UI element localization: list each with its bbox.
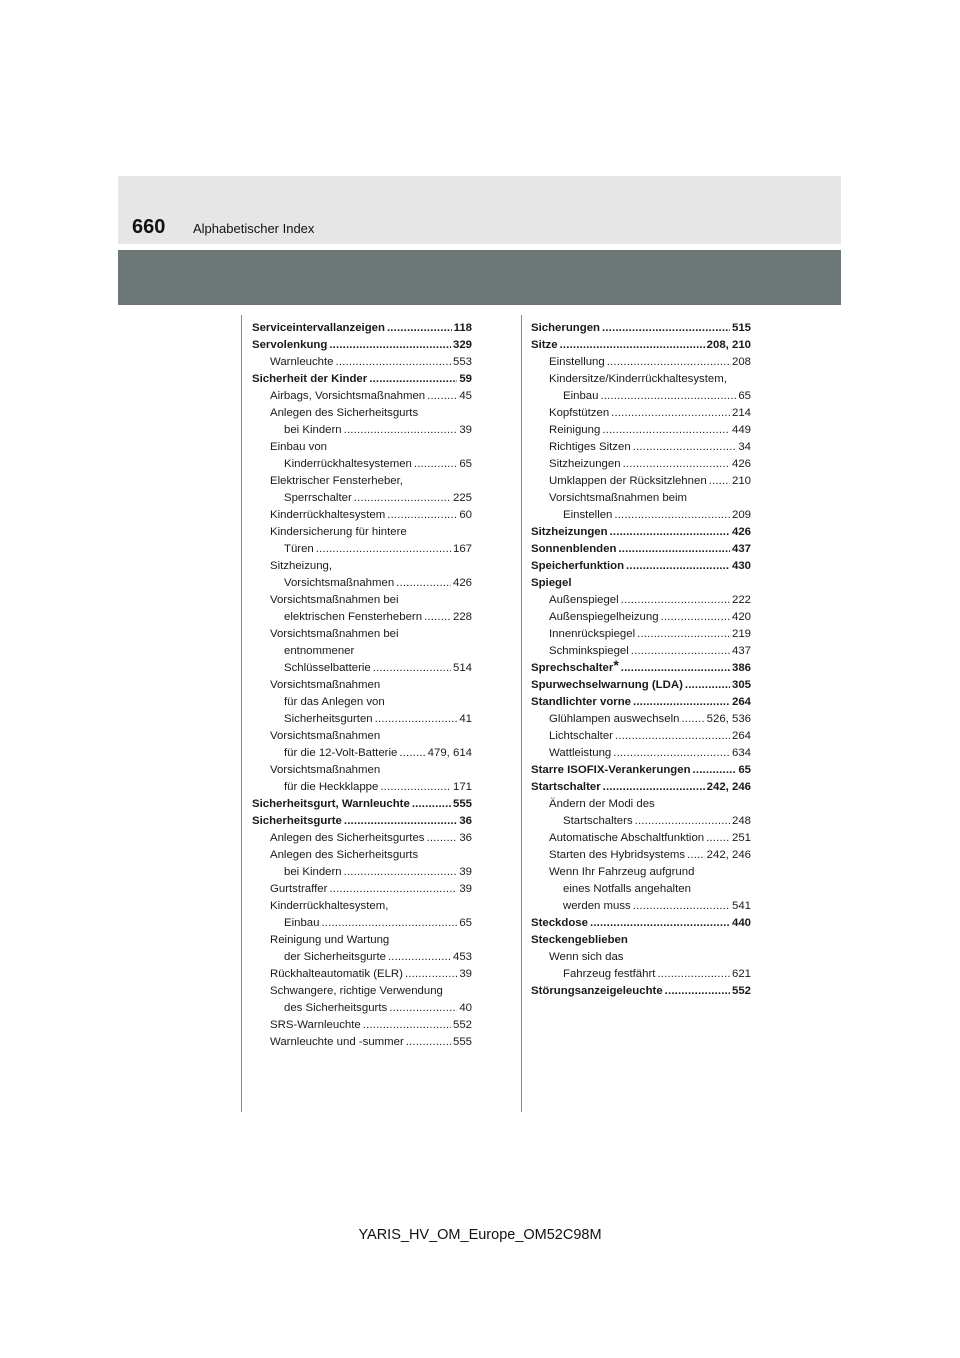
index-subentry bbox=[531, 847, 751, 864]
entry-term: Vorsichtsmaßnahmen bbox=[270, 764, 381, 776]
index-subentry bbox=[252, 405, 472, 439]
dot-leader bbox=[633, 694, 730, 711]
page-reference[interactable]: 34 bbox=[738, 441, 751, 453]
page-reference[interactable]: 248 bbox=[731, 815, 751, 827]
page-reference[interactable]: 222 bbox=[731, 594, 751, 606]
entry-term: Vorsichtsmaßnahmen bbox=[284, 577, 395, 589]
entry-term: Einbau von bbox=[270, 441, 327, 453]
entry-term: für das Anlegen von bbox=[284, 696, 385, 708]
dot-leader bbox=[600, 388, 736, 405]
index-subentry bbox=[252, 677, 472, 728]
entry-term: Gurtstraffer bbox=[270, 883, 328, 895]
dot-leader bbox=[615, 728, 730, 745]
dot-leader bbox=[399, 745, 425, 762]
dot-leader bbox=[621, 660, 730, 677]
entry-term: Speicherfunktion bbox=[531, 560, 625, 572]
index-subentry bbox=[252, 1034, 472, 1051]
entry-term: Türen bbox=[284, 543, 314, 555]
dot-leader bbox=[387, 320, 452, 337]
dot-leader bbox=[613, 745, 730, 762]
page-reference[interactable]: 65 bbox=[738, 390, 751, 402]
index-entry bbox=[252, 371, 472, 388]
dot-leader bbox=[618, 541, 730, 558]
entry-term: Anlegen des Sicherheitsgurtes bbox=[270, 832, 425, 844]
dot-leader bbox=[635, 813, 730, 830]
index-entry bbox=[531, 524, 751, 541]
entry-term: werden muss bbox=[563, 900, 631, 912]
section-title: Alphabetischer Index bbox=[193, 221, 315, 236]
dot-leader bbox=[657, 966, 730, 983]
dot-leader bbox=[406, 1034, 451, 1051]
page-reference[interactable]: 214 bbox=[731, 407, 751, 419]
dot-leader bbox=[369, 371, 457, 388]
dot-leader bbox=[405, 966, 457, 983]
page-reference[interactable]: 552 bbox=[452, 1019, 472, 1031]
entry-term: Reinigung bbox=[549, 424, 601, 436]
index-entry bbox=[531, 677, 751, 694]
index-subentry bbox=[252, 983, 472, 1017]
entry-term: Kinderrückhaltesystem, bbox=[270, 900, 389, 912]
index-subentry bbox=[531, 949, 751, 983]
entry-term: Vorsichtsmaßnahmen bbox=[270, 679, 381, 691]
page-reference[interactable]: 437 bbox=[731, 645, 751, 657]
dot-leader bbox=[396, 575, 451, 592]
page-reference[interactable]: 208 bbox=[731, 356, 751, 368]
entry-term: SRS-Warnleuchte bbox=[270, 1019, 361, 1031]
entry-term: bei Kindern bbox=[284, 424, 342, 436]
page-reference[interactable]: 208, 210 bbox=[706, 339, 751, 351]
entry-term: Warnleuchte bbox=[270, 356, 334, 368]
entry-term: Sonnenblenden bbox=[531, 543, 617, 555]
entry-term: Schminkspiegel bbox=[549, 645, 629, 657]
page-number: 660 bbox=[132, 216, 166, 238]
dot-leader bbox=[560, 337, 705, 354]
index-entry bbox=[531, 320, 751, 337]
dot-leader bbox=[665, 983, 730, 1000]
entry-term: Kopfstützen bbox=[549, 407, 610, 419]
entry-term: Richtiges Sitzen bbox=[549, 441, 631, 453]
entry-term: Starten des Hybridsystems bbox=[549, 849, 686, 861]
entry-term: Kinderrückhaltesystem bbox=[270, 509, 386, 521]
page-reference[interactable]: 210 bbox=[731, 475, 751, 487]
entry-term: Steckengeblieben bbox=[531, 934, 628, 946]
entry-term: Einbau bbox=[563, 390, 599, 402]
index-column-right bbox=[531, 320, 751, 1000]
entry-term: Startschalter bbox=[531, 781, 601, 793]
page-reference[interactable]: 479, 614 bbox=[427, 747, 472, 759]
page-reference[interactable]: 209 bbox=[731, 509, 751, 521]
entry-term: Kinderrückhaltesystemen bbox=[284, 458, 412, 470]
dot-leader bbox=[687, 847, 705, 864]
page-reference[interactable]: 555 bbox=[452, 1036, 472, 1048]
entry-term: Sicherungen bbox=[531, 322, 600, 334]
index-subentry bbox=[531, 864, 751, 915]
index-entry bbox=[531, 932, 751, 949]
page-reference[interactable]: 228 bbox=[452, 611, 472, 623]
index-subentry bbox=[531, 745, 751, 762]
index-subentry bbox=[252, 966, 472, 983]
dot-leader bbox=[321, 915, 457, 932]
right-column-rule bbox=[521, 315, 522, 1112]
dot-leader bbox=[329, 881, 457, 898]
index-subentry bbox=[531, 626, 751, 643]
page-reference[interactable]: 426 bbox=[731, 526, 751, 538]
document-code: YARIS_HV_OM_Europe_OM52C98M bbox=[358, 1227, 602, 1243]
entry-term: Außenspiegelheizung bbox=[549, 611, 659, 623]
index-entry bbox=[531, 558, 751, 575]
entry-term: Glühlampen auswechseln bbox=[549, 713, 680, 725]
dot-leader bbox=[363, 1017, 451, 1034]
dot-leader bbox=[344, 864, 458, 881]
entry-term: Startschalters bbox=[563, 815, 633, 827]
page-reference[interactable]: 59 bbox=[459, 373, 472, 385]
page-reference[interactable]: 426 bbox=[452, 577, 472, 589]
entry-term: bei Kindern bbox=[284, 866, 342, 878]
entry-term: Vorsichtsmaßnahmen beim bbox=[549, 492, 688, 504]
dot-leader bbox=[706, 830, 730, 847]
dot-leader bbox=[621, 592, 730, 609]
entry-term: Einstellung bbox=[549, 356, 605, 368]
index-subentry bbox=[531, 354, 751, 371]
page-reference[interactable]: 36 bbox=[459, 832, 472, 844]
page-reference[interactable]: 386 bbox=[731, 662, 751, 674]
entry-term: Sicherheit der Kinder bbox=[252, 373, 368, 385]
page-reference[interactable]: 40 bbox=[459, 1002, 472, 1014]
entry-term: Innenrückspiegel bbox=[549, 628, 636, 640]
index-subentry bbox=[531, 830, 751, 847]
page-reference[interactable]: 449 bbox=[731, 424, 751, 436]
entry-term: eines Notfalls angehalten bbox=[563, 883, 691, 895]
dot-leader bbox=[387, 507, 457, 524]
entry-term: Steckdose bbox=[531, 917, 588, 929]
dot-leader bbox=[380, 779, 451, 796]
page-reference[interactable]: 430 bbox=[731, 560, 751, 572]
index-subentry bbox=[252, 898, 472, 932]
page-reference[interactable]: 242, 246 bbox=[706, 849, 751, 861]
index-subentry bbox=[531, 456, 751, 473]
index-subentry bbox=[252, 847, 472, 881]
entry-term: Lichtschalter bbox=[549, 730, 613, 742]
index-entry bbox=[531, 915, 751, 932]
entry-term: Elektrischer Fensterheber, bbox=[270, 475, 403, 487]
page-reference[interactable]: 65 bbox=[738, 764, 751, 776]
dot-leader bbox=[329, 337, 451, 354]
dot-leader bbox=[344, 813, 457, 830]
entry-term: Reinigung und Wartung bbox=[270, 934, 390, 946]
entry-term: Einbau bbox=[284, 917, 320, 929]
page-reference[interactable]: 65 bbox=[459, 917, 472, 929]
page-reference[interactable]: 60 bbox=[459, 509, 472, 521]
entry-term: des Sicherheitsgurts bbox=[284, 1002, 388, 1014]
dot-leader bbox=[316, 541, 451, 558]
dot-leader bbox=[607, 354, 730, 371]
index-subentry bbox=[252, 388, 472, 405]
dot-leader bbox=[414, 456, 457, 473]
page-reference[interactable]: 39 bbox=[459, 883, 472, 895]
page-reference[interactable]: 553 bbox=[452, 356, 472, 368]
entry-term: Störungsanzeigeleuchte bbox=[531, 985, 663, 997]
dot-leader bbox=[424, 609, 451, 626]
index-subentry bbox=[531, 643, 751, 660]
index-subentry bbox=[531, 796, 751, 830]
dot-leader bbox=[709, 473, 730, 490]
entry-term: Vorsichtsmaßnahmen bei bbox=[270, 594, 399, 606]
index-subentry bbox=[252, 830, 472, 847]
page-reference[interactable]: 225 bbox=[452, 492, 472, 504]
index-entry bbox=[252, 796, 472, 813]
dot-leader bbox=[685, 677, 730, 694]
entry-term: der Sicherheitsgurte bbox=[284, 951, 386, 963]
page-reference[interactable]: 634 bbox=[731, 747, 751, 759]
page-reference[interactable]: 552 bbox=[731, 985, 751, 997]
entry-term: Warnleuchte und -summer bbox=[270, 1036, 404, 1048]
entry-term: Außenspiegel bbox=[549, 594, 619, 606]
index-subentry bbox=[252, 473, 472, 507]
index-entry bbox=[531, 575, 751, 592]
page-reference[interactable]: 440 bbox=[731, 917, 751, 929]
dot-leader bbox=[336, 354, 451, 371]
index-entry bbox=[531, 779, 751, 796]
entry-term: Sitzheizung, bbox=[270, 560, 333, 572]
index-entry bbox=[252, 320, 472, 337]
index-subentry bbox=[531, 371, 751, 405]
entry-term: Standlichter vorne bbox=[531, 696, 632, 708]
index-subentry bbox=[252, 626, 472, 677]
dot-leader bbox=[389, 1000, 457, 1017]
index-subentry bbox=[531, 490, 751, 524]
index-entry bbox=[531, 983, 751, 1000]
dot-leader bbox=[614, 507, 730, 524]
dot-leader bbox=[610, 524, 730, 541]
entry-term: Wenn Ihr Fahrzeug aufgrund bbox=[549, 866, 695, 878]
index-entry bbox=[531, 694, 751, 711]
page-reference[interactable]: 515 bbox=[731, 322, 751, 334]
entry-term: Rückhalteautomatik (ELR) bbox=[270, 968, 403, 980]
entry-term: Sitzheizungen bbox=[531, 526, 608, 538]
entry-term: Sprechschalter bbox=[531, 662, 614, 674]
index-subentry bbox=[252, 354, 472, 371]
index-subentry bbox=[531, 711, 751, 728]
entry-term: Umklappen der Rücksitzlehnen bbox=[549, 475, 707, 487]
dot-leader bbox=[590, 915, 730, 932]
entry-term: Spurwechselwarnung (LDA) bbox=[531, 679, 683, 691]
index-subentry bbox=[252, 881, 472, 898]
page-reference[interactable]: 118 bbox=[453, 322, 472, 334]
index-subentry bbox=[531, 592, 751, 609]
index-entry bbox=[252, 337, 472, 354]
index-subentry bbox=[531, 473, 751, 490]
dot-leader bbox=[388, 949, 451, 966]
entry-term: für die Heckklappe bbox=[284, 781, 379, 793]
entry-term: Sitze bbox=[531, 339, 558, 351]
index-subentry bbox=[252, 507, 472, 524]
entry-term: Einstellen bbox=[563, 509, 613, 521]
entry-term: Ändern der Modi des bbox=[549, 798, 655, 810]
dot-leader bbox=[603, 779, 705, 796]
index-subentry bbox=[252, 932, 472, 966]
header-dark-bar bbox=[118, 250, 841, 305]
dot-leader bbox=[661, 609, 730, 626]
entry-term: Sperrschalter bbox=[284, 492, 352, 504]
page-reference[interactable]: 426 bbox=[731, 458, 751, 470]
entry-term: Sicherheitsgurten bbox=[284, 713, 373, 725]
page-reference[interactable]: 437 bbox=[731, 543, 751, 555]
entry-term: Automatische Abschaltfunktion bbox=[549, 832, 705, 844]
dot-leader bbox=[623, 456, 730, 473]
entry-term: Kindersicherung für hintere bbox=[270, 526, 407, 538]
index-entry bbox=[531, 337, 751, 354]
entry-term: Kindersitze/Kinderrückhaltesystem, bbox=[549, 373, 727, 385]
page-reference[interactable]: 514 bbox=[452, 662, 472, 674]
entry-term: Servolenkung bbox=[252, 339, 328, 351]
entry-term: Airbags, Vorsichtsmaßnahmen bbox=[270, 390, 426, 402]
entry-term: für die 12-Volt-Batterie bbox=[284, 747, 398, 759]
page-reference[interactable]: 39 bbox=[459, 866, 472, 878]
index-subentry bbox=[252, 592, 472, 626]
index-subentry bbox=[252, 762, 472, 796]
index-subentry bbox=[531, 609, 751, 626]
entry-term: Serviceintervallanzeigen bbox=[252, 322, 385, 334]
index-subentry bbox=[252, 439, 472, 473]
page-reference[interactable]: 45 bbox=[459, 390, 472, 402]
index-entry bbox=[531, 541, 751, 558]
dot-leader bbox=[602, 320, 730, 337]
index-entry bbox=[252, 813, 472, 830]
page-reference[interactable]: 242, 246 bbox=[706, 781, 751, 793]
page-reference[interactable]: 264 bbox=[731, 730, 751, 742]
page-reference[interactable]: 526, 536 bbox=[706, 713, 751, 725]
index-subentry bbox=[252, 558, 472, 592]
entry-term: Vorsichtsmaßnahmen bbox=[270, 730, 381, 742]
page-reference[interactable]: 555 bbox=[452, 798, 472, 810]
page-reference[interactable]: 65 bbox=[459, 458, 472, 470]
left-column-rule bbox=[241, 315, 242, 1112]
dot-leader bbox=[633, 439, 737, 456]
dot-leader bbox=[681, 711, 704, 728]
index-subentry bbox=[252, 524, 472, 558]
dot-leader bbox=[637, 626, 730, 643]
entry-term: Anlegen des Sicherheitsgurts bbox=[270, 407, 419, 419]
page-reference[interactable]: 251 bbox=[731, 832, 751, 844]
page-reference[interactable]: 420 bbox=[731, 611, 751, 623]
page-reference[interactable]: 36 bbox=[459, 815, 472, 827]
entry-term: Schwangere, richtige Verwendung bbox=[270, 985, 443, 997]
entry-term: Sicherheitsgurt, Warnleuchte bbox=[252, 798, 410, 810]
index-entry: Sprechschalter * . . . 386 bbox=[531, 660, 751, 677]
entry-term: Sitzheizungen bbox=[549, 458, 621, 470]
page-reference[interactable]: 41 bbox=[459, 713, 472, 725]
dot-leader bbox=[611, 405, 730, 422]
index-subentry bbox=[252, 728, 472, 762]
dot-leader bbox=[375, 711, 458, 728]
dot-leader bbox=[631, 643, 730, 660]
index-subentry bbox=[531, 422, 751, 439]
dot-leader bbox=[602, 422, 730, 439]
page-reference[interactable]: 621 bbox=[731, 968, 751, 980]
index-column-left bbox=[252, 320, 472, 1051]
page-reference[interactable]: 453 bbox=[452, 951, 472, 963]
dot-leader bbox=[344, 422, 458, 439]
dot-leader bbox=[693, 762, 737, 779]
entry-term: Spiegel bbox=[531, 577, 572, 589]
dot-leader bbox=[427, 388, 457, 405]
page-reference[interactable]: 171 bbox=[452, 781, 472, 793]
index-subentry bbox=[531, 439, 751, 456]
entry-term: Starre ISOFIX-Verankerungen bbox=[531, 764, 691, 776]
entry-term: Schlüsselbatterie bbox=[284, 662, 371, 674]
entry-term: Vorsichtsmaßnahmen bei bbox=[270, 628, 399, 640]
dot-leader bbox=[412, 796, 451, 813]
entry-term: Anlegen des Sicherheitsgurts bbox=[270, 849, 419, 861]
page-reference[interactable]: 167 bbox=[452, 543, 472, 555]
page-reference[interactable]: 39 bbox=[459, 424, 472, 436]
entry-term: Sicherheitsgurte bbox=[252, 815, 342, 827]
entry-term: Wattleistung bbox=[549, 747, 612, 759]
index-subentry bbox=[252, 1017, 472, 1034]
page-reference[interactable]: 264 bbox=[731, 696, 751, 708]
dot-leader bbox=[427, 830, 458, 847]
page-reference[interactable]: 305 bbox=[731, 679, 751, 691]
index-subentry bbox=[531, 728, 751, 745]
dot-leader bbox=[354, 490, 451, 507]
dot-leader bbox=[373, 660, 451, 677]
page-reference[interactable]: 541 bbox=[731, 900, 751, 912]
entry-term: elektrischen Fensterhebern bbox=[284, 611, 423, 623]
page-reference[interactable]: 329 bbox=[452, 339, 472, 351]
dot-leader bbox=[626, 558, 730, 575]
index-entry bbox=[531, 762, 751, 779]
entry-term: Wenn sich das bbox=[549, 951, 624, 963]
page-reference[interactable]: 219 bbox=[731, 628, 751, 640]
entry-term: entnommener bbox=[284, 645, 355, 657]
index-subentry bbox=[531, 405, 751, 422]
dot-leader bbox=[633, 898, 730, 915]
page-reference[interactable]: 39 bbox=[459, 968, 472, 980]
entry-term: Fahrzeug festfährt bbox=[563, 968, 656, 980]
